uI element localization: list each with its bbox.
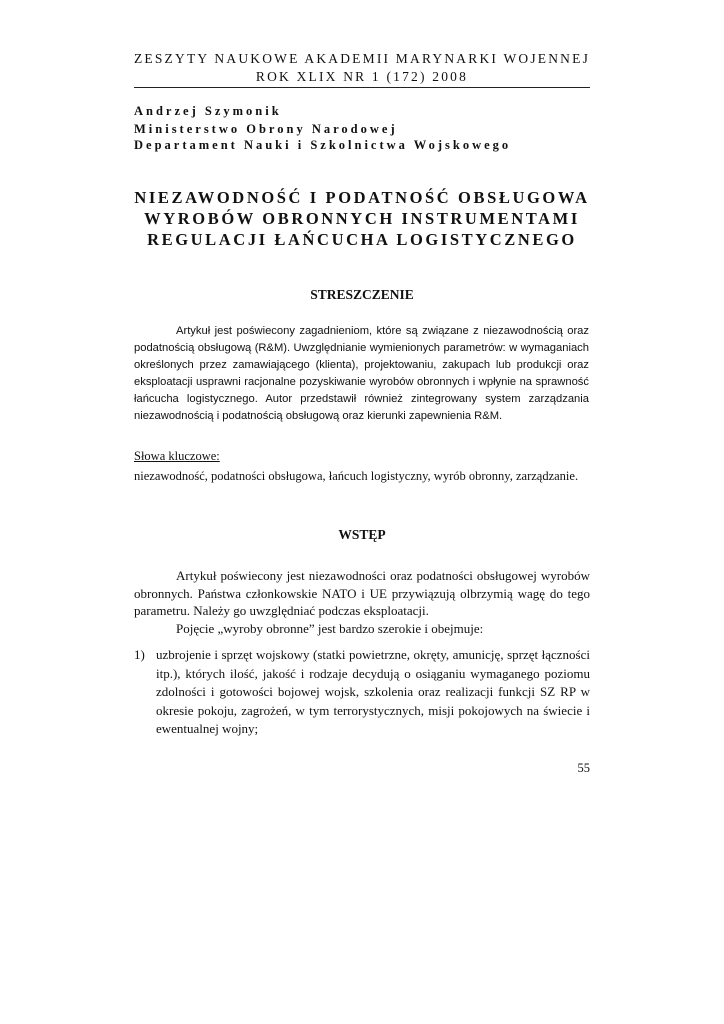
paper-title-line1: NIEZAWODNOŚĆ I PODATNOŚĆ OBSŁUGOWA: [134, 188, 590, 207]
author-name: Andrzej Szymonik: [134, 104, 282, 118]
paper-title-line2: WYROBÓW OBRONNYCH INSTRUMENTAMI: [144, 209, 580, 228]
page-number: 55: [577, 761, 590, 775]
author-affiliation-department: Departament Nauki i Szkolnictwa Wojskowego: [134, 138, 512, 152]
paper-title-line3: REGULACJI ŁAŃCUCHA LOGISTYCZNEGO: [147, 230, 577, 249]
keywords-label: Słowa kluczowe:: [134, 449, 220, 463]
list-item-number: 1): [134, 647, 145, 662]
journal-title: ZESZYTY NAUKOWE AKADEMII MARYNARKI WOJENNEJ: [133, 51, 591, 66]
keywords-text: niezawodność, podatności obsługowa, łańcuch logistyczny, wyrób obronny, zarządzanie.: [134, 469, 579, 483]
abstract-text: Artykuł jest poświecony zagadnieniom, które są związane z niezawodnością oraz podatnością obsługową (R&M). Uwzględnianie wymienionych parametrów: w wymaganiach określonych przez zamawiającego (klienta), projektowaniu, zakupach lub produkcji oraz eksploatacji usprawni racjonalne pozyskiwanie wyrobów obronnych i wpłynie na sprawność łańcucha logistycznego. Autor przedstawił również zintegrowany system zarządzania niezawodnością i podatnością obsługową oraz kierunki zapewnienia R&M.: [134, 325, 589, 422]
list-item-text: uzbrojenie i sprzęt wojskowy (statki powietrzne, okręty, amunicję, sprzęt łączności itp.), których ilość, jakość i rodzaje decydują o osiąganiu wymaganego poziomu zdolności i gotowości bojowej wojsk, szkolenia oraz realizacji funkcji SZ RP w okresie pokoju, zagrożeń, w tym terrorystycznych, misji pokojowych na świecie i ewentualnej wojny;: [156, 647, 590, 736]
abstract-heading: STRESZCZENIE: [310, 287, 414, 302]
journal-issue: ROK XLIX NR 1 (172) 2008: [255, 69, 469, 84]
header-rule: [134, 87, 590, 88]
intro-heading: WSTĘP: [338, 527, 386, 542]
intro-paragraph-1: Artykuł poświecony jest niezawodności oraz podatności obsługowej wyrobów obronnych. Państwa członkowskie NATO i UE przywiązują olbrzymią wagę do tego parametru. Należy go uwzględniać podczas eksploatacji.: [134, 568, 590, 618]
author-affiliation-ministry: Ministerstwo Obrony Narodowej: [134, 122, 398, 136]
intro-paragraph-2: Pojęcie „wyroby obronne” jest bardzo szerokie i obejmuje:: [176, 621, 484, 636]
